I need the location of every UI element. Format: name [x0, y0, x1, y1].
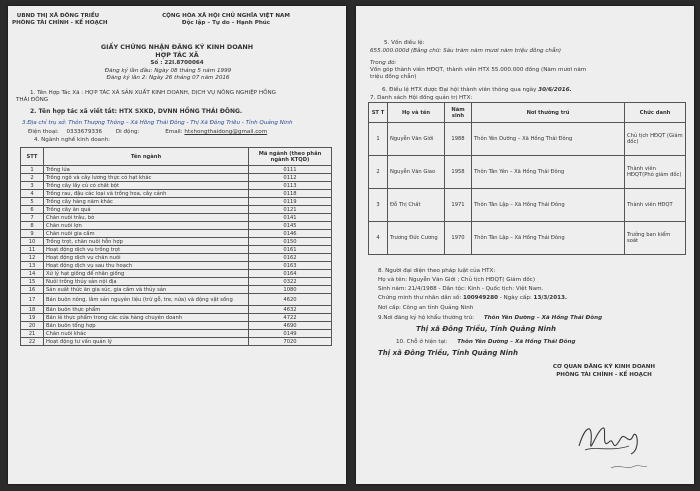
row-business-code: 4722	[249, 314, 332, 322]
legal-rep-id: 100949280	[462, 295, 498, 301]
row-stt: 20	[21, 322, 44, 330]
row-business-code: 4690	[249, 322, 332, 330]
head-office-address: 3.Địa chỉ trụ sở: Thôn Thượng Thông – Xã Hồng Thái Đông - Thị Xã Đông Triều - Tỉnh Quảng Ninh	[22, 120, 293, 126]
coop-name-line-cont: THÁI ĐÔNG	[16, 97, 49, 103]
table-row	[21, 330, 332, 338]
row-stt: 7	[21, 214, 44, 222]
row-business-name: Hoạt động dịch vụ chăn nuôi	[44, 254, 249, 262]
table-row	[369, 189, 686, 222]
issuing-org-line-1: UBND THỊ XÃ ĐÔNG TRIỀU	[16, 13, 100, 19]
table-row	[21, 306, 332, 314]
table-row	[21, 246, 332, 254]
row-residence: Thôn Tân Lập – Xã Hồng Thái Đông	[472, 189, 625, 222]
col-header-position: Chức danh	[625, 103, 686, 123]
board-list-heading: 7. Danh sách Hội đồng quản trị HTX:	[370, 95, 473, 101]
phone-number: 0333679336	[66, 129, 103, 135]
row-business-name: Trồng rau, đậu các loại và trồng hoa, cây cảnh	[44, 190, 249, 198]
row-business-code: 0322	[249, 278, 332, 286]
col-header-stt: ST T	[369, 103, 388, 123]
row-fullname: Đỗ Thị Chất	[388, 189, 445, 222]
row-business-name: Bán lẻ thực phẩm trong các cửa hàng chuyên doanh	[44, 314, 249, 322]
row-stt: 1	[369, 123, 388, 156]
row-business-code: 0111	[249, 166, 332, 174]
table-row	[21, 214, 332, 222]
registration-agency-1: CƠ QUAN ĐĂNG KÝ KINH DOANH	[552, 364, 656, 370]
row-business-code: 0118	[249, 190, 332, 198]
table-row	[21, 254, 332, 262]
permanent-residence-value: Thôn Yên Dưỡng – Xã Hồng Thái Đông	[483, 315, 603, 321]
row-business-name: Hoạt động dịch vụ trồng trọt	[44, 246, 249, 254]
permanent-residence-cont: Thị xã Đông Triều, Tỉnh Quảng Ninh	[416, 325, 557, 333]
board-table	[368, 102, 686, 255]
row-stt: 3	[369, 189, 388, 222]
row-stt: 22	[21, 338, 44, 346]
certificate-page-left	[8, 6, 346, 484]
row-stt: 14	[21, 270, 44, 278]
row-business-name: Nuôi trồng thủy sản nội địa	[44, 278, 249, 286]
official-signature	[571, 416, 651, 476]
row-stt: 4	[21, 190, 44, 198]
row-business-code: 0162	[249, 254, 332, 262]
row-business-name: Chăn nuôi lợn	[44, 222, 249, 230]
row-stt: 19	[21, 314, 44, 322]
col-header-name: Tên ngành	[44, 148, 249, 166]
row-business-name: Bán buôn tổng hợp	[44, 322, 249, 330]
current-residence-cont: Thị xã Đông Triều, Tỉnh Quảng Ninh	[378, 349, 519, 357]
table-row	[21, 314, 332, 322]
row-business-code: 0113	[249, 182, 332, 190]
row-business-name: Xử lý hạt giống để nhân giống	[44, 270, 249, 278]
row-business-code: 0161	[249, 246, 332, 254]
table-row	[21, 230, 332, 238]
legal-rep-birth: Sinh năm: 21/4/1988 - Dân tộc: Kinh - Quốc tịch: Việt Nam.	[378, 286, 544, 292]
second-registration: Đăng ký lần 2: Ngày 26 tháng 07 năm 2016	[106, 75, 230, 81]
row-position: Trưởng ban kiểm soát	[625, 222, 686, 255]
phone-label: Điện thoại:	[28, 129, 59, 135]
table-row	[21, 338, 332, 346]
row-fullname: Nguyễn Văn Giao	[388, 156, 445, 189]
row-business-code: 4620	[249, 294, 332, 306]
row-business-code: 0145	[249, 222, 332, 230]
row-fullname: Trương Đức Cương	[388, 222, 445, 255]
row-stt: 2	[369, 156, 388, 189]
legal-rep-issue-place: Nơi cấp: Công an tỉnh Quảng Ninh	[378, 305, 474, 311]
row-stt: 16	[21, 286, 44, 294]
email-address: htxhongthaidong@gmail.com	[184, 129, 268, 135]
row-stt: 10	[21, 238, 44, 246]
row-position: Thành viên HĐQT	[625, 189, 686, 222]
row-stt: 13	[21, 262, 44, 270]
row-stt: 6	[21, 206, 44, 214]
certificate-title: GIẤY CHỨNG NHẬN ĐĂNG KÝ KINH DOANH	[100, 43, 254, 51]
row-position: Chủ tịch HĐQT (Giám đốc)	[625, 123, 686, 156]
table-row	[21, 174, 332, 182]
permanent-residence-label: 9.Nơi đăng ký hộ khẩu thường trú:	[378, 315, 475, 321]
row-business-name: Trồng lúa	[44, 166, 249, 174]
row-business-name: Chăn nuôi gia cầm	[44, 230, 249, 238]
coop-short-name: 2. Tên hợp tác xã viết tắt: HTX SXKD, DVNN HỒNG THÁI ĐÔNG.	[30, 108, 243, 115]
table-row	[369, 156, 686, 189]
row-fullname: Nguyễn Văn Giới	[388, 123, 445, 156]
row-stt: 17	[21, 294, 44, 306]
row-business-name: Chăn nuôi khác	[44, 330, 249, 338]
row-position: Thành viên HĐQT(Phó giám đốc)	[625, 156, 686, 189]
col-header-fullname: Họ và tên	[388, 103, 445, 123]
row-business-name: Bán buôn nông, lâm sản nguyên liệu (trừ gỗ, tre, nứa) và động vật sống	[44, 294, 249, 306]
row-stt: 3	[21, 182, 44, 190]
charter-capital-heading: 5. Vốn điều lệ:	[384, 40, 425, 46]
row-stt: 11	[21, 246, 44, 254]
table-row	[21, 198, 332, 206]
row-business-code: 0141	[249, 214, 332, 222]
current-residence-value: Thôn Yên Dưỡng – Xã Hồng Thái Đông	[457, 339, 576, 345]
row-business-code: 0146	[249, 230, 332, 238]
table-row	[369, 123, 686, 156]
row-business-name: Hoạt động dịch vụ sau thu hoạch	[44, 262, 249, 270]
table-row	[21, 294, 332, 306]
legal-rep-name: Họ và tên: Nguyễn Văn Giới ; Chủ tịch HĐQT( Giám đốc)	[378, 277, 536, 283]
row-stt: 5	[21, 198, 44, 206]
issuing-org-line-2: PHÒNG TÀI CHÍNH - KẾ HOẠCH	[12, 20, 108, 26]
row-business-code: 4632	[249, 306, 332, 314]
col-header-code: Mã ngành (theo phân ngành KTQD)	[249, 148, 332, 166]
row-business-name: Sản xuất thức ăn gia súc, gia cầm và thủy sản	[44, 286, 249, 294]
row-stt: 15	[21, 278, 44, 286]
row-stt: 8	[21, 222, 44, 230]
first-registration: Đăng ký lần đầu: Ngày 08 tháng 5 năm 1999	[104, 68, 232, 74]
row-business-code: 0119	[249, 198, 332, 206]
business-lines-heading: 4. Ngành nghề kinh doanh:	[34, 137, 111, 143]
row-stt: 4	[369, 222, 388, 255]
row-birth-year: 1970	[445, 222, 472, 255]
mobile-label: Di động:	[115, 129, 140, 135]
row-business-name: Trồng cây hàng năm khác	[44, 198, 249, 206]
table-row	[21, 222, 332, 230]
legal-rep-heading: 8. Người đại diện theo pháp luật của HTX:	[378, 268, 496, 274]
col-header-residence: Nơi thường trú	[472, 103, 625, 123]
table-row	[21, 182, 332, 190]
row-business-name: Trồng trọt, chăn nuôi hỗn hợp	[44, 238, 249, 246]
row-business-name: Trồng ngô và cây lương thực có hạt khác	[44, 174, 249, 182]
legal-rep-issue-date: 13/3/2013.	[533, 295, 568, 301]
row-birth-year: 1958	[445, 156, 472, 189]
table-row	[21, 206, 332, 214]
row-business-code: 0149	[249, 330, 332, 338]
row-business-name: Chăn nuôi trâu, bò	[44, 214, 249, 222]
row-business-code: 0150	[249, 238, 332, 246]
capital-detail: Vốn góp thành viên HĐQT, thành viên HTX 55.000.000 đồng (Năm mươi năm triệu đồng chẵn)	[370, 67, 587, 80]
business-lines-table	[20, 147, 332, 346]
row-stt: 2	[21, 174, 44, 182]
current-residence-label: 10. Chỗ ở hiện tại:	[396, 339, 448, 345]
row-business-code: 0112	[249, 174, 332, 182]
legal-rep-id-label: Chứng minh thư nhân dân số:	[378, 295, 462, 301]
table-row	[21, 190, 332, 198]
table-row	[21, 278, 332, 286]
certificate-subtitle: HỢP TÁC XÃ	[155, 51, 199, 59]
row-residence: Thôn Tân Yên – Xã Hồng Thái Đông	[472, 156, 625, 189]
certificate-number: Số : 22I.8700064	[150, 60, 204, 66]
of-which-label: Trong đó:	[370, 60, 397, 66]
row-business-code: 0164	[249, 270, 332, 278]
charter-approval-date: 30/6/2016.	[538, 87, 572, 93]
table-row	[21, 322, 332, 330]
row-business-code: 7020	[249, 338, 332, 346]
table-row	[21, 286, 332, 294]
row-business-name: Trồng cây lấy củ có chất bột	[44, 182, 249, 190]
registration-agency-2: PHÒNG TÀI CHÍNH - KẾ HOẠCH	[556, 372, 652, 378]
charter-approval-text: 6. Điều lệ HTX được Đại hội thành viên thông qua ngày	[382, 87, 537, 93]
row-birth-year: 1971	[445, 189, 472, 222]
table-row	[21, 270, 332, 278]
row-stt: 9	[21, 230, 44, 238]
col-header-birth-year: Năm sinh	[445, 103, 472, 123]
row-stt: 1	[21, 166, 44, 174]
row-business-code: 0121	[249, 206, 332, 214]
col-header-stt: STT	[21, 148, 44, 166]
table-row	[21, 238, 332, 246]
row-stt: 21	[21, 330, 44, 338]
national-motto-1: CỘNG HÒA XÃ HỘI CHỦ NGHĨA VIỆT NAM	[162, 13, 290, 19]
email-label: Email:	[165, 129, 183, 135]
coop-name-line: 1. Tên Hợp Tác Xã : HỢP TÁC XÃ SẢN XUẤT KINH DOANH, DỊCH VỤ NÔNG NGHIỆP HỒNG	[30, 90, 277, 96]
row-business-name: Bán buôn thực phẩm	[44, 306, 249, 314]
row-residence: Thôn Tân Lập – Xã Hồng Thái Đông	[472, 222, 625, 255]
table-row	[21, 166, 332, 174]
legal-rep-issue-label: - Ngày cấp:	[499, 295, 532, 301]
certificate-page-right	[356, 6, 694, 484]
charter-capital-amount: 655.000.000đ (Bằng chữ: Sáu trăm năm mươi năm triệu đồng chẵn)	[370, 48, 562, 54]
table-row	[369, 222, 686, 255]
row-business-name: Trồng cây ăn quả	[44, 206, 249, 214]
row-stt: 18	[21, 306, 44, 314]
row-birth-year: 1988	[445, 123, 472, 156]
national-motto-2: Độc lập – Tự do – Hạnh Phúc	[181, 20, 271, 26]
row-business-code: 1080	[249, 286, 332, 294]
row-business-name: Hoạt động tư vấn quản lý	[44, 338, 249, 346]
table-row	[21, 262, 332, 270]
row-residence: Thôn Yên Dưỡng – Xã Hồng Thái Đông	[472, 123, 625, 156]
row-business-code: 0163	[249, 262, 332, 270]
row-stt: 12	[21, 254, 44, 262]
